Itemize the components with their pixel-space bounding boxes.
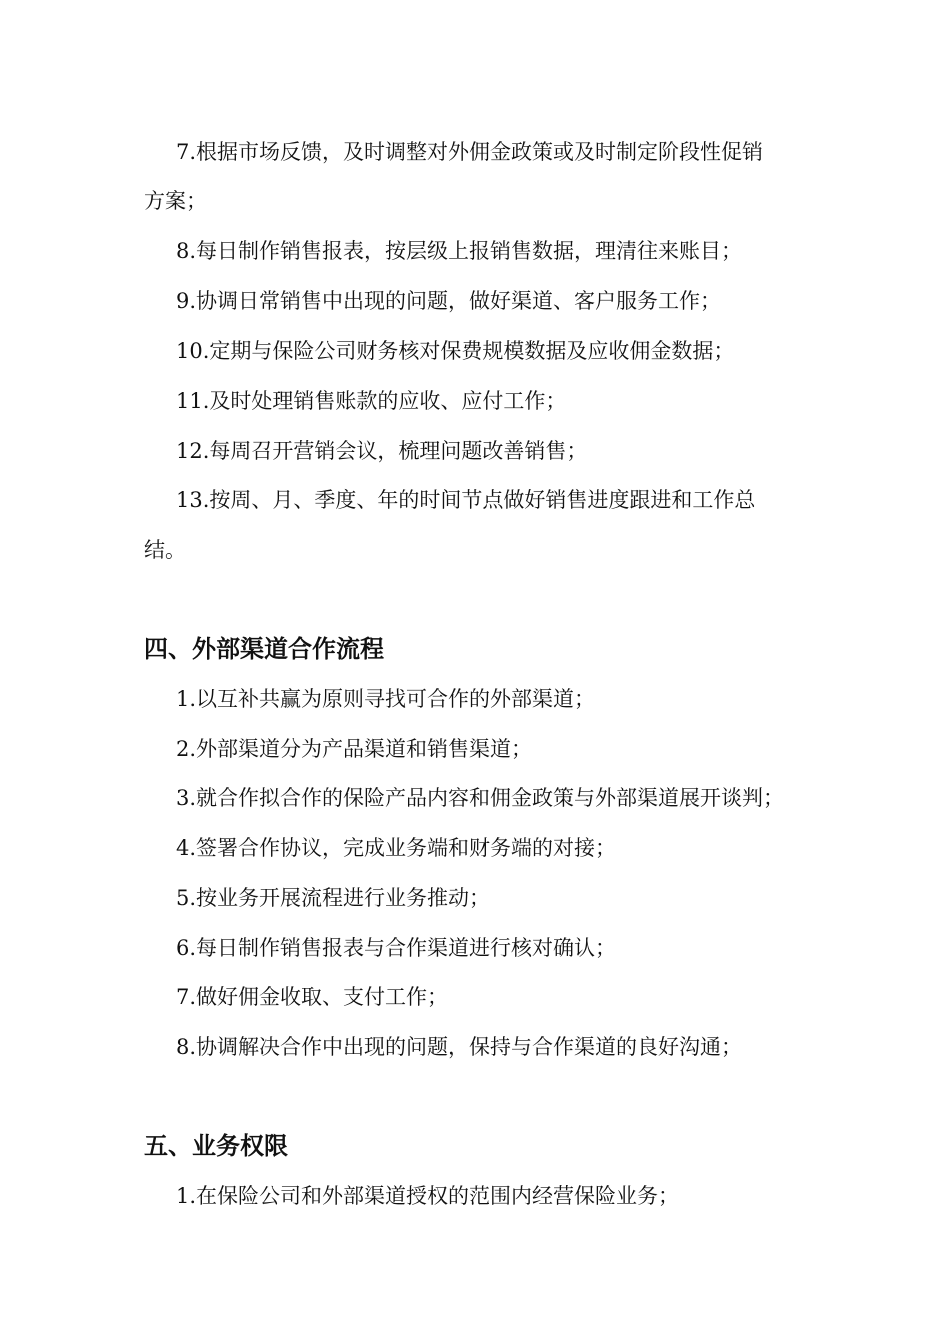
list-item: 4.签署合作协议，完成业务端和财务端的对接；	[176, 836, 617, 860]
section-heading: 四、外部渠道合作流程	[144, 635, 384, 663]
paragraph-line: 11.及时处理销售账款的应收、应付工作；	[176, 389, 567, 413]
paragraph-line: 8.每日制作销售报表，按层级上报销售数据，理清往来账目；	[176, 239, 743, 263]
paragraph-line: 7.根据市场反馈，及时调整对外佣金政策或及时制定阶段性促销	[176, 140, 764, 164]
paragraph-line: 12.每周召开营销会议，梳理问题改善销售；	[176, 439, 588, 463]
list-item: 1.在保险公司和外部渠道授权的范围内经营保险业务；	[176, 1184, 680, 1208]
paragraph-line: 10.定期与保险公司财务核对保费规模数据及应收佣金数据；	[176, 339, 735, 363]
list-item: 2.外部渠道分为产品渠道和销售渠道；	[176, 737, 533, 761]
list-item: 6.每日制作销售报表与合作渠道进行核对确认；	[176, 936, 617, 960]
section-heading: 五、业务权限	[144, 1132, 288, 1160]
paragraph-line: 结。	[144, 538, 186, 562]
list-item: 5.按业务开展流程进行业务推动；	[176, 886, 491, 910]
paragraph-line: 9.协调日常销售中出现的问题，做好渠道、客户服务工作；	[176, 289, 722, 313]
list-item: 8.协调解决合作中出现的问题，保持与合作渠道的良好沟通；	[176, 1035, 743, 1059]
list-item: 7.做好佣金收取、支付工作；	[176, 985, 449, 1009]
paragraph-line: 13.按周、月、季度、年的时间节点做好销售进度跟进和工作总	[176, 488, 756, 512]
list-item: 3.就合作拟合作的保险产品内容和佣金政策与外部渠道展开谈判；	[176, 786, 785, 810]
list-item: 1.以互补共赢为原则寻找可合作的外部渠道；	[176, 687, 596, 711]
paragraph-line: 方案；	[144, 189, 207, 213]
